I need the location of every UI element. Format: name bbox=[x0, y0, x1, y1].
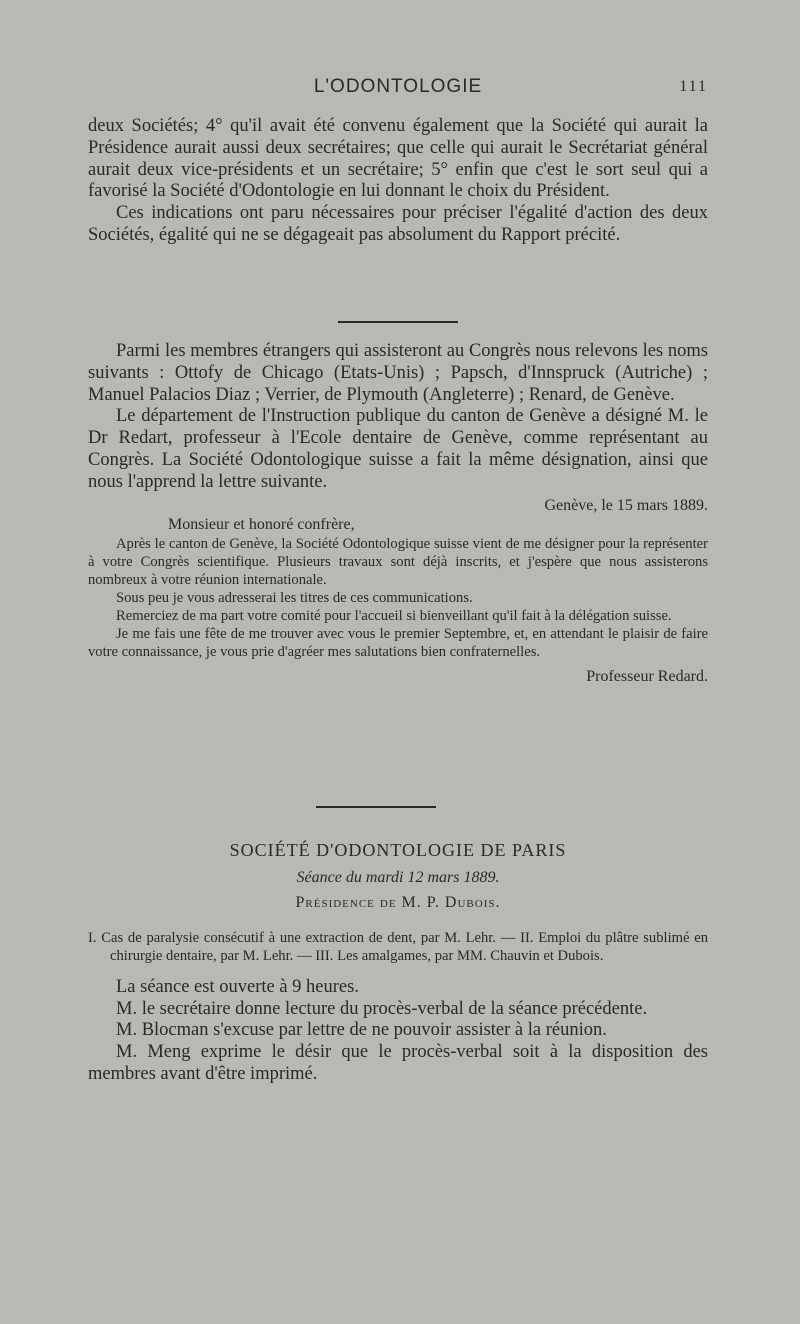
paragraph: M. Meng exprime le désir que le procès-verbal soit à la disposition des membres avant d'être imprimé. bbox=[88, 1042, 708, 1084]
paragraph: M. le secrétaire donne lecture du procès-verbal de la séance précédente. bbox=[116, 998, 648, 1019]
paragraph: La séance est ouverte à 9 heures. bbox=[116, 976, 359, 997]
letter-salutation: Monsieur et honoré confrère, bbox=[168, 516, 355, 534]
continuation-section bbox=[88, 116, 708, 247]
section-divider bbox=[316, 806, 436, 808]
section-title: SOCIÉTÉ D'ODONTOLOGIE DE PARIS bbox=[229, 840, 567, 860]
foreign-members-section bbox=[88, 341, 708, 686]
letter-paragraph: Après le canton de Genève, la Société Odontologique suisse vient de me désigner pour la représenter à votre Congrès scientifique. Plusieurs travaux sont déjà inscrits, et j'espère que nous assisterons nombreux à votre réunion internationale. bbox=[88, 535, 708, 588]
page-header bbox=[88, 76, 708, 102]
letter-paragraph: Sous peu je vous adresserai les titres de ces communications. bbox=[116, 589, 473, 606]
paragraph: deux Sociétés; 4° qu'il avait été convenu également que la Société qui aurait la Présidence aurait aussi deux secrétaires; que celle qui aurait le Secrétariat général aurait deux vice-présidents et un secrétaire; 5° enfin que c'est le sort seul qui a favorisé la Société d'Odontologie en lui donnant le choix du Président. bbox=[88, 116, 708, 202]
page-number: 111 bbox=[679, 78, 708, 95]
presidency-line: Présidence de M. P. Dubois. bbox=[295, 894, 501, 912]
letter-paragraph: Je me fais une fête de me trouver avec vous le premier Septembre, et, en attendant le plaisir de faire votre connaissance, je vous prie d'agréer mes salutations bien confraternelles. bbox=[88, 625, 708, 660]
letter-signature: Professeur Redard. bbox=[586, 667, 708, 685]
letter-date: Genève, le 15 mars 1889. bbox=[544, 496, 708, 514]
paragraph: Parmi les membres étrangers qui assisteront au Congrès nous relevons les noms suivants : Ottofy de Chicago (Etats-Unis) ; Papsch, d'Innspruck (Autriche) ; Manuel Palacios Diaz ; Verrier, de Plymouth (Angleterre) ; Renard, de Genève. bbox=[88, 341, 708, 405]
section-divider bbox=[338, 321, 458, 323]
agenda: I. Cas de paralysie consécutif à une extraction de dent, par M. Lehr. — II. Emploi du plâtre sublimé en chirurgie dentaire, par M. Lehr. — III. Les amalgames, par MM. Chauvin et Dubois. bbox=[88, 929, 708, 964]
session-date: Séance du mardi 12 mars 1889. bbox=[296, 868, 500, 886]
paragraph: Le département de l'Instruction publique du canton de Genève a désigné M. le Dr Redart, professeur à l'Ecole dentaire de Genève, comme représentant au Congrès. La Société Odontologique suisse a fait la même désignation, ainsi que nous l'apprend la lettre suivante. bbox=[88, 406, 708, 492]
letter-paragraph: Remerciez de ma part votre comité pour l'accueil si bienveillant qu'il fait à la délégation suisse. bbox=[116, 607, 672, 624]
paragraph: M. Blocman s'excuse par lettre de ne pouvoir assister à la réunion. bbox=[116, 1020, 607, 1041]
paragraph: Ces indications ont paru nécessaires pour préciser l'égalité d'action des deux Sociétés, égalité qui ne se dégageait pas absolument du Rapport précité. bbox=[88, 203, 708, 245]
society-session-section bbox=[88, 840, 708, 1086]
running-title: L'ODONTOLOGIE bbox=[313, 76, 483, 97]
